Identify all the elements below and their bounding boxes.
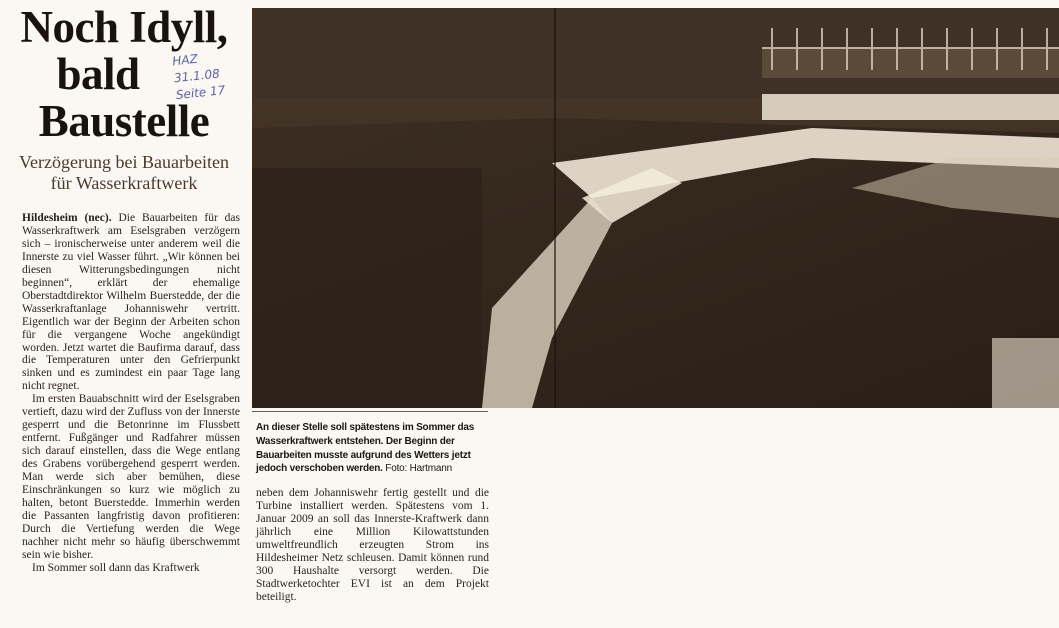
headline-line-1: Noch Idyll, bbox=[20, 2, 228, 52]
headline-line-3: Baustelle bbox=[38, 96, 210, 146]
river-weir-photo bbox=[252, 8, 1059, 408]
photo-credit: Foto: Hartmann bbox=[382, 463, 452, 475]
note-line-3: Seite 17 bbox=[175, 83, 226, 103]
article-column-1 bbox=[22, 212, 240, 575]
article-paragraph-3-continued: neben dem Johanniswehr fertig gestellt und die Turbine installiert werden. Spätestens vom 1. Januar 2009 an soll das Innerste-Kraftwerk dann jährlich eine Million Kilowattstunden umweltfreundlich erzeugten Strom ins Hildesheimer Netz schleusen. Damit können rund 300 Haushalte versorgt werden. Die Stadtwerketochter EVI ist an dem Projekt beteiligt. bbox=[256, 487, 489, 603]
article-column-2 bbox=[256, 487, 489, 604]
article-paragraph-2: Im ersten Bauabschnitt wird der Eselsgraben vertieft, dazu wird der Zufluss von der Innerste gesperrt und die Betonrinne im Flussbett entfernt. Fußgänger und Radfahrer müssen sich darauf einstellen, dass die Wege entlang des Grabens vorübergehend gesperrt werden. Man werde sich aber bemühen, diese Einschränkungen so kurz wie möglich zu halten, betont Buerstedde. Immerhin werden die Passanten langfristig davon profitieren: Durch die Vertiefung werden die Wege nachher nicht mehr so häufig überschwemmt sein wie bisher. bbox=[22, 393, 240, 561]
paragraph-1-text: Die Bauarbeiten für das Wasserkraftwerk am Eselsgraben verzögern sich – ironischerweise unter anderem weil die Innerste zu viel Wasser führt. „Wir können bei diesen Witterungsbedingungen nicht beginnen“, erklärt der ehemalige Oberstadtdirektor Wilhelm Buerstedde, der die Wasserkraftanlage Johanniswehr vertritt. Eigentlich war der Beginn der Arbeiten schon für die vergangene Woche angekündigt worden. Jetzt wartet die Baufirma darauf, dass die Temperaturen unter den Gefrierpunkt sinken und es zumindest ein paar Tage lang nicht regnet. bbox=[22, 212, 240, 393]
subheadline bbox=[10, 152, 238, 194]
caption-text: An dieser Stelle soll spätestens im Sommer das Wasserkraftwerk entstehen. Der Beginn der Bauarbeiten musste aufgrund des Wetters jetzt jedoch verschoben werden. bbox=[256, 422, 475, 475]
note-line-2: 31.1.08 bbox=[173, 66, 221, 86]
article-paragraph-3: Im Sommer soll dann das Kraftwerk bbox=[32, 561, 200, 574]
subheadline-line-2: für Wasserkraftwerk bbox=[50, 173, 198, 193]
handwritten-note bbox=[172, 47, 239, 104]
article-photo bbox=[252, 8, 1059, 408]
subheadline-line-1: Verzögerung bei Bauarbeiten bbox=[19, 152, 229, 172]
caption-rule bbox=[252, 411, 488, 412]
article-paragraph-1 bbox=[22, 212, 240, 393]
dateline: Hildesheim (nec). bbox=[22, 212, 112, 224]
photo-caption bbox=[256, 421, 488, 476]
note-line-1: HAZ bbox=[171, 51, 199, 69]
headline-line-2: bald bbox=[56, 49, 140, 99]
